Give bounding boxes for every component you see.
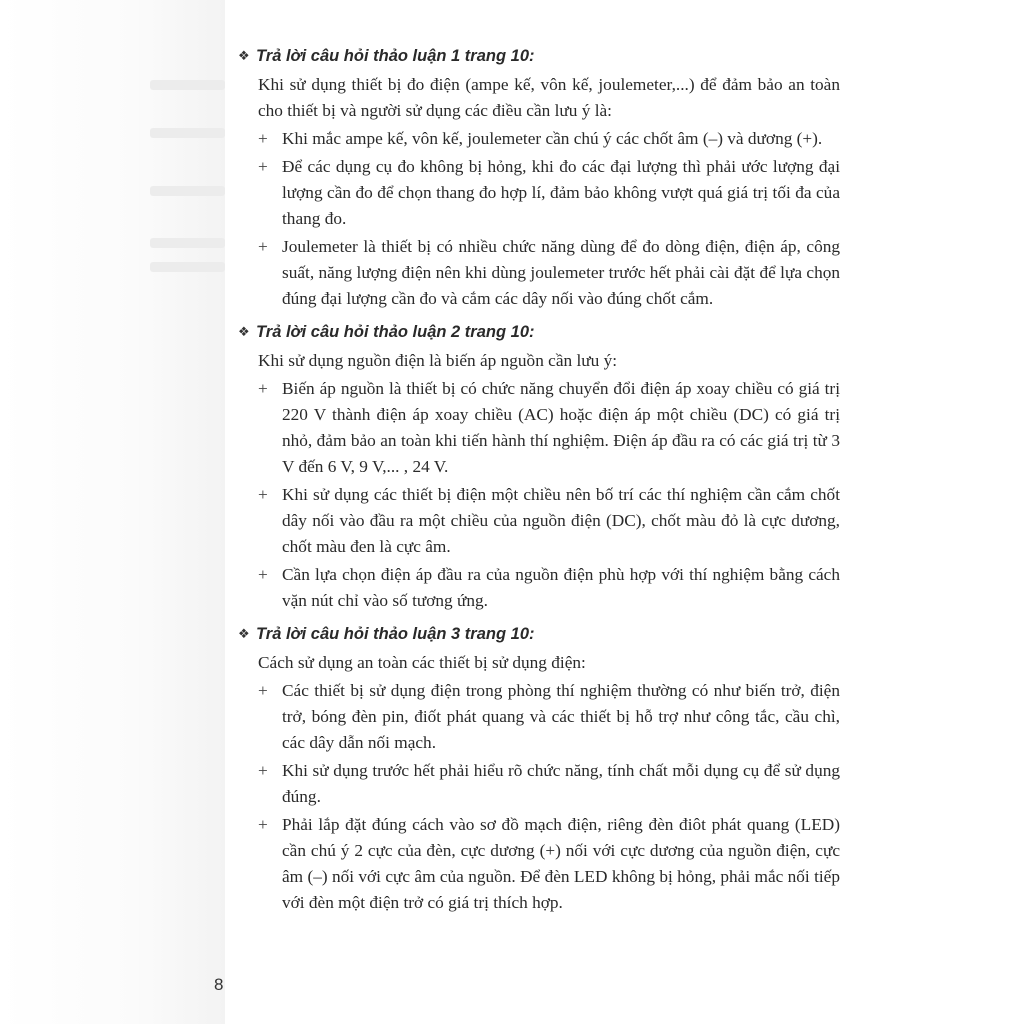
section-discussion-3 xyxy=(236,618,840,916)
plus-bullet-icon: + xyxy=(258,761,268,780)
bleed-through-mark xyxy=(150,262,225,272)
list-item-text: Phải lắp đặt đúng cách vào sơ đồ mạch điện, riêng đèn điôt phát quang (LED) cần chú ý 2 cực của đèn, cực dương (+) nối với cực dương của nguồn điện, cực âm (–) nối với cực âm của nguồn. Để đèn LED không bị hỏng, phải mắc nối tiếp với đèn một điện trở có giá trị thích hợp. xyxy=(282,815,840,912)
list-item xyxy=(236,234,840,312)
section-discussion-2 xyxy=(236,316,840,614)
list-item-text: Khi mắc ampe kế, vôn kế, joulemeter cần chú ý các chốt âm (–) và dương (+). xyxy=(282,129,823,148)
bleed-through-mark xyxy=(150,128,225,138)
plus-bullet-icon: + xyxy=(258,237,268,256)
list-item-text: Khi sử dụng các thiết bị điện một chiều nên bố trí các thí nghiệm cần cắm chốt dây nối vào đầu ra một chiều của nguồn điện (DC), chốt màu đỏ là cực dương, chốt màu đen là cực âm. xyxy=(282,485,840,556)
list-item xyxy=(236,758,840,810)
section-intro: Khi sử dụng thiết bị đo điện (ampe kế, vôn kế, joulemeter,...) để đảm bảo an toàn cho thiết bị và người sử dụng các điều cần lưu ý là: xyxy=(258,75,840,120)
list-item-text: Các thiết bị sử dụng điện trong phòng thí nghiệm thường có như biến trở, điện trở, bóng đèn pin, điốt phát quang và các thiết bị hỗ trợ như công tắc, cầu chì, các dây dẫn nối mạch. xyxy=(282,681,840,752)
section-heading-text: Trả lời câu hỏi thảo luận 1 trang 10: xyxy=(256,47,535,65)
list-item-text: Cần lựa chọn điện áp đầu ra của nguồn điện phù hợp với thí nghiệm bằng cách vặn nút chỉ vào số tương ứng. xyxy=(282,565,840,610)
bleed-through-mark xyxy=(150,238,225,248)
plus-bullet-icon: + xyxy=(258,485,268,504)
section-heading-text: Trả lời câu hỏi thảo luận 2 trang 10: xyxy=(256,323,535,341)
page-number: 8 xyxy=(214,975,224,994)
section-heading-text: Trả lời câu hỏi thảo luận 3 trang 10: xyxy=(256,625,535,643)
plus-bullet-icon: + xyxy=(258,815,268,834)
diamond-bullet-icon: ❖ xyxy=(238,324,250,339)
bleed-through-mark xyxy=(150,186,225,196)
plus-bullet-icon: + xyxy=(258,379,268,398)
section-intro: Cách sử dụng an toàn các thiết bị sử dụng điện: xyxy=(258,653,586,672)
list-item xyxy=(236,376,840,480)
list-item xyxy=(236,678,840,756)
plus-bullet-icon: + xyxy=(258,681,268,700)
list-item xyxy=(236,482,840,560)
list-item xyxy=(236,126,840,152)
bleed-through-shadow xyxy=(0,0,225,1024)
list-item-text: Joulemeter là thiết bị có nhiều chức năng dùng để đo dòng điện, điện áp, công suất, năng lượng điện nên khi dùng joulemeter trước hết phải cài đặt để lựa chọn đúng đại lượng cần đo và cắm các dây nối vào đúng chốt cắm. xyxy=(282,237,840,308)
section-discussion-1 xyxy=(236,40,840,312)
list-item-text: Biến áp nguồn là thiết bị có chức năng chuyển đổi điện áp xoay chiều có giá trị 220 V thành điện áp xoay chiều (AC) hoặc điện áp một chiều (DC) có giá trị nhỏ, đảm bảo an toàn khi tiến hành thí nghiệm. Điện áp đầu ra có các giá trị từ 3 V đến 6 V, 9 V,... , 24 V. xyxy=(282,379,840,476)
page-content xyxy=(236,40,840,920)
plus-bullet-icon: + xyxy=(258,565,268,584)
list-item-text: Để các dụng cụ đo không bị hỏng, khi đo các đại lượng thì phải ước lượng đại lượng cần đo để chọn thang đo hợp lí, đảm bảo không vượt quá giá trị tối đa của thang đo. xyxy=(282,157,840,228)
section-heading xyxy=(236,316,840,348)
list-item xyxy=(236,812,840,916)
section-heading xyxy=(236,40,840,72)
list-item xyxy=(236,562,840,614)
section-intro: Khi sử dụng nguồn điện là biến áp nguồn cần lưu ý: xyxy=(258,351,618,370)
list-item xyxy=(236,154,840,232)
plus-bullet-icon: + xyxy=(258,129,268,148)
plus-bullet-icon: + xyxy=(258,157,268,176)
section-heading xyxy=(236,618,840,650)
diamond-bullet-icon: ❖ xyxy=(238,48,250,63)
list-item-text: Khi sử dụng trước hết phải hiểu rõ chức năng, tính chất mỗi dụng cụ để sử dụng đúng. xyxy=(282,761,840,806)
diamond-bullet-icon: ❖ xyxy=(238,626,250,641)
bleed-through-mark xyxy=(150,80,225,90)
